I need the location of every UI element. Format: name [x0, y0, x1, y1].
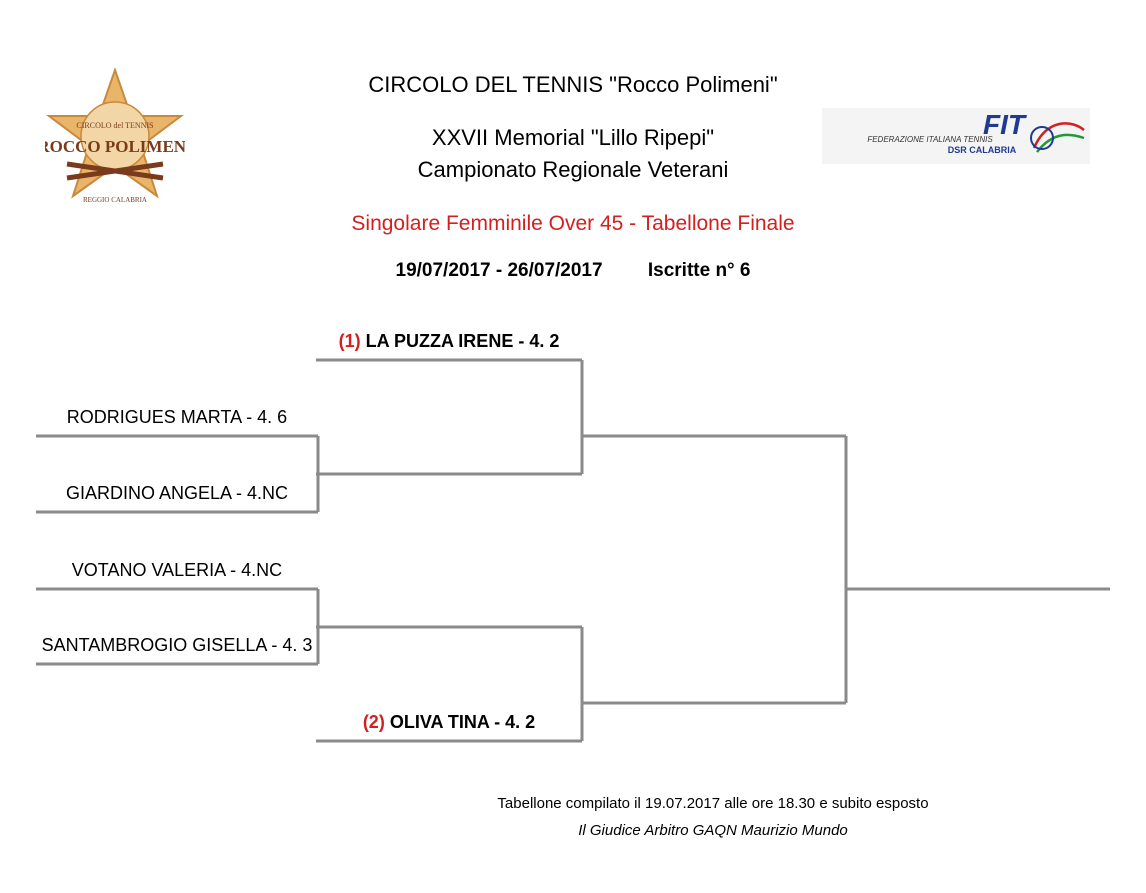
compiled-note: Tabellone compilato il 19.07.2017 alle ore 18.30 e subito esposto — [497, 795, 929, 812]
club-title: CIRCOLO DEL TENNIS "Rocco Polimeni" — [368, 72, 778, 97]
svg-text:REGGIO CALABRIA: REGGIO CALABRIA — [83, 196, 147, 204]
seed1-entry — [316, 331, 582, 352]
svg-text:CIRCOLO del TENNIS: CIRCOLO del TENNIS — [76, 121, 154, 130]
player-votano: VOTANO VALERIA - 4.NC — [71, 560, 283, 580]
referee-signature: Il Giudice Arbitro GAQN Maurizio Mundo — [578, 822, 848, 839]
seed2-number: (2) — [362, 712, 385, 732]
seed1-number: (1) — [338, 331, 361, 351]
player-santambrogio: SANTAMBROGIO GISELLA - 4. 3 — [41, 635, 313, 655]
seed1-name: LA PUZZA IRENE - 4. 2 — [365, 331, 560, 351]
svg-text:FIT: FIT — [983, 109, 1025, 140]
player-giardino: GIARDINO ANGELA - 4.NC — [65, 483, 289, 503]
svg-text:ROCCO POLIMENI: ROCCO POLIMENI — [45, 137, 185, 156]
seed2-name: OLIVA TINA - 4. 2 — [389, 712, 536, 732]
tournament-dates: 19/07/2017 - 26/07/2017 — [395, 260, 603, 281]
event-title: Singolare Femminile Over 45 - Tabellone Finale — [351, 212, 795, 235]
svg-text:FEDERAZIONE ITALIANA TENNIS: FEDERAZIONE ITALIANA TENNIS — [867, 135, 993, 144]
championship-title: Campionato Regionale Veterani — [417, 157, 729, 182]
memorial-title: XXVII Memorial "Lillo Ripepi" — [431, 125, 715, 150]
svg-text:DSR CALABRIA: DSR CALABRIA — [947, 145, 1017, 155]
entries-count: Iscritte n° 6 — [647, 260, 751, 281]
player-rodrigues: RODRIGUES MARTA - 4. 6 — [66, 407, 288, 427]
seed2-entry — [316, 712, 582, 733]
